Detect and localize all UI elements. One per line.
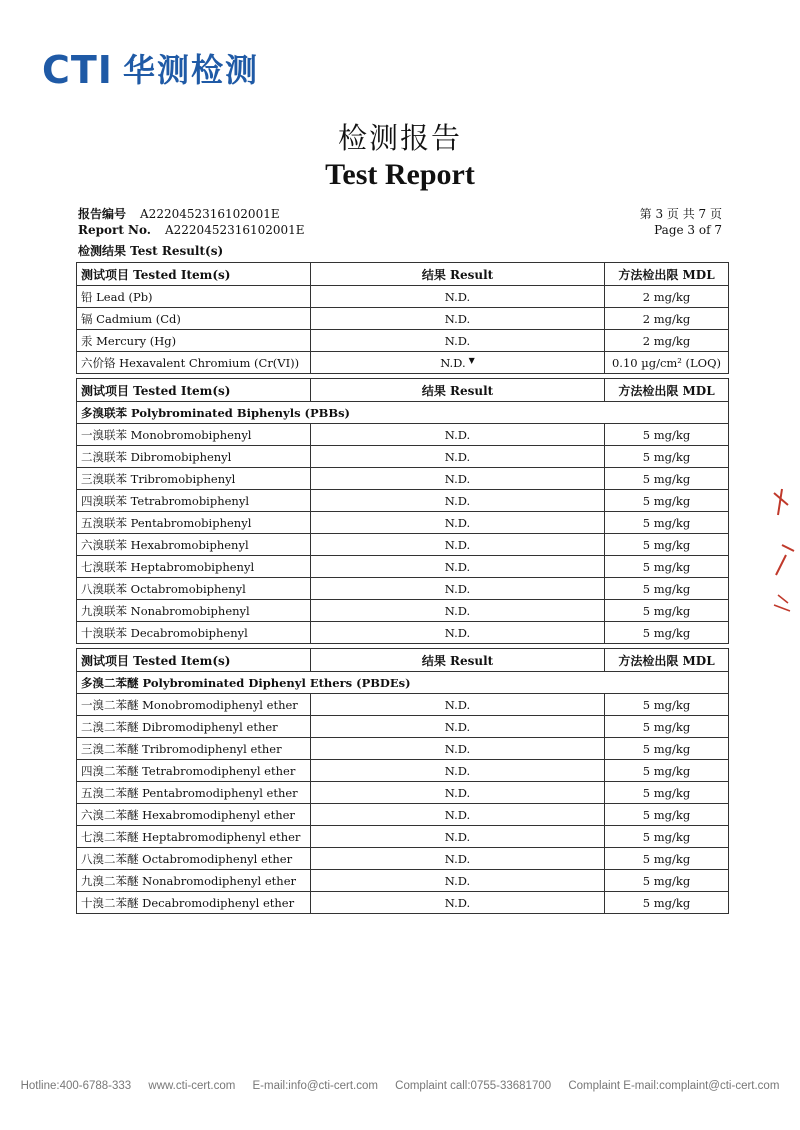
cell-item: 七溴二苯醚 Heptabromodiphenyl ether (77, 826, 311, 848)
table-header (77, 379, 729, 402)
table-header (77, 649, 729, 672)
cell-mdl: 5 mg/kg (605, 892, 729, 914)
cell-item: 一溴联苯 Monobromobiphenyl (77, 424, 311, 446)
cell-mdl: 0.10 µg/cm² (LOQ) (605, 352, 729, 374)
header-mdl: 方法检出限 MDL (605, 263, 729, 286)
cell-item: 三溴联苯 Tribromobiphenyl (77, 468, 311, 490)
cell-result (311, 352, 605, 374)
cell-item: 五溴联苯 Pentabromobiphenyl (77, 512, 311, 534)
stamp-fragment (768, 485, 800, 630)
header-item: 测试项目 Tested Item(s) (77, 649, 311, 672)
report-no-value-en: A2220452316102001E (164, 223, 305, 237)
cell-result: N.D. (311, 600, 605, 622)
cell-item: 一溴二苯醚 Monobromodiphenyl ether (77, 694, 311, 716)
cell-item: 六溴二苯醚 Hexabromodiphenyl ether (77, 804, 311, 826)
table-row (77, 870, 729, 892)
table-row (77, 330, 729, 352)
cell-mdl: 2 mg/kg (605, 308, 729, 330)
cell-mdl: 5 mg/kg (605, 738, 729, 760)
cell-result: N.D. (311, 782, 605, 804)
table-row (77, 446, 729, 468)
group-row-pbbs (77, 402, 729, 424)
cell-mdl: 5 mg/kg (605, 600, 729, 622)
group-title: 多溴二苯醚 Polybrominated Diphenyl Ethers (PBDEs) (77, 672, 729, 694)
table-row (77, 826, 729, 848)
cell-mdl: 5 mg/kg (605, 782, 729, 804)
table-row (77, 622, 729, 644)
table-row (77, 424, 729, 446)
group-title: 多溴联苯 Polybrominated Biphenyls (PBBs) (77, 402, 729, 424)
table-row (77, 308, 729, 330)
header-result: 结果 Result (311, 263, 605, 286)
result-text: N.D. (440, 355, 466, 370)
table-row (77, 556, 729, 578)
cell-mdl: 5 mg/kg (605, 760, 729, 782)
footer-email[interactable]: E-mail:info@cti-cert.com (252, 1080, 378, 1092)
header-item: 测试项目 Tested Item(s) (77, 379, 311, 402)
cell-mdl: 5 mg/kg (605, 716, 729, 738)
footer-website[interactable]: www.cti-cert.com (148, 1080, 236, 1092)
table-row (77, 578, 729, 600)
cell-result: N.D. (311, 848, 605, 870)
table-row (77, 782, 729, 804)
cell-mdl: 5 mg/kg (605, 826, 729, 848)
cell-item: 四溴二苯醚 Tetrabromodiphenyl ether (77, 760, 311, 782)
cell-mdl: 5 mg/kg (605, 870, 729, 892)
cell-item: 九溴二苯醚 Nonabromodiphenyl ether (77, 870, 311, 892)
table-row (77, 512, 729, 534)
cell-mdl: 5 mg/kg (605, 578, 729, 600)
page-number-cn: 第 3 页 共 7 页 (639, 207, 722, 221)
footer-complaint-email[interactable]: Complaint E-mail:complaint@cti-cert.com (568, 1080, 780, 1092)
cell-item: 三溴二苯醚 Tribromodiphenyl ether (77, 738, 311, 760)
cell-result: N.D. (311, 716, 605, 738)
report-no-value-cn: A2220452316102001E (140, 207, 280, 221)
cell-result: N.D. (311, 622, 605, 644)
cell-item: 五溴二苯醚 Pentabromodiphenyl ether (77, 782, 311, 804)
cell-result: N.D. (311, 760, 605, 782)
cell-mdl: 5 mg/kg (605, 694, 729, 716)
cell-mdl: 5 mg/kg (605, 512, 729, 534)
cell-item: 六溴联苯 Hexabromobiphenyl (77, 534, 311, 556)
table-row (77, 600, 729, 622)
header-mdl: 方法检出限 MDL (605, 649, 729, 672)
cell-result: N.D. (311, 556, 605, 578)
cell-item: 二溴联苯 Dibromobiphenyl (77, 446, 311, 468)
cell-item: 四溴联苯 Tetrabromobiphenyl (77, 490, 311, 512)
cell-result: N.D. (311, 446, 605, 468)
cell-result: N.D. (311, 490, 605, 512)
table-row (77, 892, 729, 914)
cell-item: 八溴联苯 Octabromobiphenyl (77, 578, 311, 600)
cell-item: 镉 Cadmium (Cd) (77, 308, 311, 330)
cell-item: 七溴联苯 Heptabromobiphenyl (77, 556, 311, 578)
cell-item: 十溴联苯 Decabromobiphenyl (77, 622, 311, 644)
header-result: 结果 Result (311, 379, 605, 402)
company-logo (42, 50, 259, 90)
triangle-note-icon: ▼ (468, 355, 475, 365)
cell-mdl: 5 mg/kg (605, 622, 729, 644)
logo-name: 华测检测 (122, 51, 259, 89)
table-row (77, 760, 729, 782)
group-row-pbdes (77, 672, 729, 694)
cell-mdl: 5 mg/kg (605, 556, 729, 578)
table-row (77, 490, 729, 512)
report-no-label-en: Report No. (78, 223, 151, 237)
title-chinese: 检测报告 (337, 121, 462, 155)
cell-result: N.D. (311, 308, 605, 330)
page-number-block (640, 206, 722, 238)
table-row (77, 848, 729, 870)
cell-result: N.D. (311, 424, 605, 446)
cell-mdl: 5 mg/kg (605, 848, 729, 870)
cell-result: N.D. (311, 578, 605, 600)
cell-result: N.D. (311, 892, 605, 914)
report-no-label-cn: 报告编号 (78, 207, 127, 221)
footer-complaint-call: Complaint call:0755-33681700 (395, 1080, 552, 1092)
table-header (77, 263, 729, 286)
cell-item: 十溴二苯醚 Decabromodiphenyl ether (77, 892, 311, 914)
section-label: 检测结果 Test Result(s) (78, 244, 224, 258)
table-row (77, 352, 729, 374)
cell-result: N.D. (311, 534, 605, 556)
cell-result: N.D. (311, 468, 605, 490)
cell-mdl: 5 mg/kg (605, 446, 729, 468)
cell-item: 六价铬 Hexavalent Chromium (Cr(VI)) (77, 352, 311, 374)
page-number-en: Page 3 of 7 (654, 223, 722, 237)
footer (0, 1080, 800, 1092)
cell-mdl: 5 mg/kg (605, 804, 729, 826)
logo-mark: CTI (42, 48, 113, 92)
cell-result: N.D. (311, 512, 605, 534)
title-english: Test Report (325, 158, 475, 191)
cell-mdl: 2 mg/kg (605, 286, 729, 308)
cell-result: N.D. (311, 870, 605, 892)
cell-item: 铅 Lead (Pb) (77, 286, 311, 308)
table-row (77, 468, 729, 490)
cell-result: N.D. (311, 330, 605, 352)
cell-result: N.D. (311, 738, 605, 760)
table-row (77, 286, 729, 308)
table-row (77, 738, 729, 760)
cell-result: N.D. (311, 286, 605, 308)
cell-item: 八溴二苯醚 Octabromodiphenyl ether (77, 848, 311, 870)
table-row (77, 804, 729, 826)
header-result: 结果 Result (311, 649, 605, 672)
header-item: 测试项目 Tested Item(s) (77, 263, 311, 286)
results-table (76, 262, 728, 914)
table-row (77, 534, 729, 556)
header-mdl: 方法检出限 MDL (605, 379, 729, 402)
table-row (77, 716, 729, 738)
cell-mdl: 5 mg/kg (605, 424, 729, 446)
cell-result: N.D. (311, 826, 605, 848)
cell-result: N.D. (311, 694, 605, 716)
report-number-block (78, 206, 305, 238)
footer-hotline: Hotline:400-6788-333 (20, 1080, 132, 1092)
cell-mdl: 5 mg/kg (605, 468, 729, 490)
cell-item: 九溴联苯 Nonabromobiphenyl (77, 600, 311, 622)
cell-item: 二溴二苯醚 Dibromodiphenyl ether (77, 716, 311, 738)
cell-mdl: 5 mg/kg (605, 534, 729, 556)
cell-result: N.D. (311, 804, 605, 826)
table-row (77, 694, 729, 716)
cell-mdl: 5 mg/kg (605, 490, 729, 512)
cell-mdl: 2 mg/kg (605, 330, 729, 352)
cell-item: 汞 Mercury (Hg) (77, 330, 311, 352)
